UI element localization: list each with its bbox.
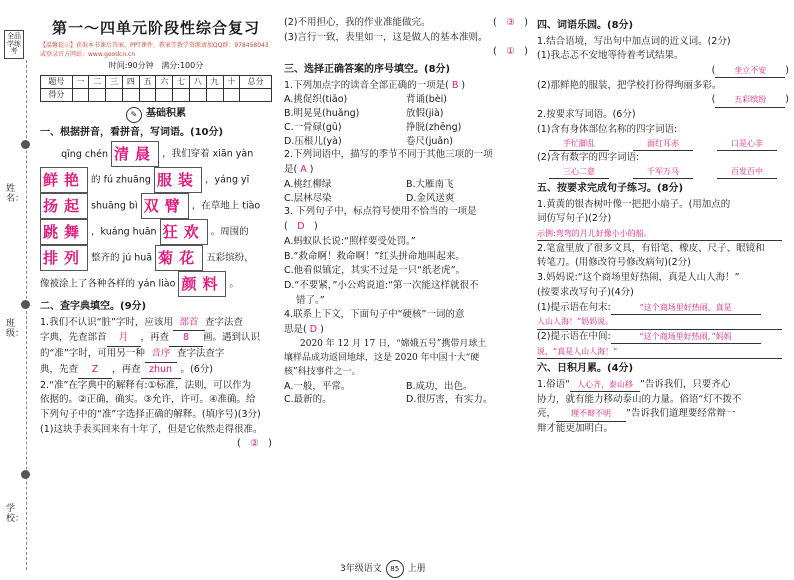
binding-hole — [21, 300, 30, 309]
answer-box: 扬起 — [40, 193, 88, 219]
passage: 壤样品成功返回地球，这是 2020 年中国十大“硬 — [284, 352, 480, 363]
answer-line: 示例:弯弯的月儿好像小小的船。 — [537, 227, 789, 242]
pinyin-line: 扬起 shuāng bì 双臂 ，在草地上 tiào — [40, 193, 272, 219]
cut-line — [26, 60, 27, 570]
option: A.蚂蚁队长说:“照样要受处罚。” — [284, 235, 416, 247]
question-line: 下列句子中的“准”字选择正确的解释。(填序号)(3分) — [40, 409, 261, 421]
answer-box: 菊花 — [155, 245, 203, 271]
question-line: 是( A ) — [284, 164, 314, 176]
question-line: 辩才能更加明白。 — [537, 423, 614, 435]
answer-line: 说，“真是人山人海！” — [537, 345, 789, 360]
left-margin — [0, 0, 34, 580]
answer-line: 人山人海！”妈妈说。 — [537, 315, 789, 330]
score-table: 题号 一 二 三 四 五 六 七 八 九 十 总分 得分 — [40, 75, 272, 102]
pinyin-line: 跳舞 ，kuáng huān 狂欢 。周围的 — [40, 219, 272, 245]
binding-hole — [21, 470, 30, 479]
brand-logo: 全品学练考 — [4, 30, 24, 59]
answer-box: 颜料 — [178, 271, 226, 297]
question-line: 2.按要求写词语。(6分) — [537, 109, 636, 121]
question-line: 思是( D ) — [284, 324, 324, 336]
page-footer: 3年级语文 85 上册 — [340, 560, 426, 578]
question-line: 亮， 理不辩不明 ”告诉我们道理要经常辩一 — [537, 407, 789, 422]
question-line: (2)提示语在中间: “这个商场里好热闹，”妈妈 — [537, 330, 789, 345]
answer-line: ( ② ) — [237, 438, 272, 450]
answer-line: ( D ) — [284, 221, 318, 233]
binding-hole — [21, 140, 30, 149]
book-icon: ✎ — [126, 107, 142, 123]
question-line: 协力，就有能力移动泰山的力量。俗语“灯不拨不 — [537, 393, 742, 405]
section-title: 三、选择正确答案的序号填空。(8分) — [284, 64, 451, 76]
promo-text: 或登录官方网站：www.goodcn.cn — [40, 50, 136, 58]
name-label: 姓名： — [6, 184, 25, 204]
question-line: 2.下列词语中，描写的季节不同于其他三项的一项 — [284, 149, 493, 161]
answer-box: 双臂 — [141, 193, 189, 219]
school-label: 学校： — [6, 504, 25, 524]
answer-line: 手忙脚乱 面红耳赤 口是心非 — [537, 138, 789, 151]
options: A.桃红柳绿 B.大雁南飞 C.层林尽染 D.金风送爽 — [284, 178, 455, 204]
question-line: 依据的。②正确，确实。③允许，许可。④准确。给 — [40, 394, 256, 406]
question-line: 1.黄黄的银杏树叶像一把把小扇子。(用加点的 — [537, 198, 731, 210]
question-line: 1.下列加点字的读音全部正确的一项是( B ) — [284, 79, 466, 91]
answer-line: 三心二意 千军万马 百发百中 — [537, 166, 789, 179]
pinyin-line: qīng chén 清晨 ，我们穿着 xiān yàn — [40, 141, 272, 167]
option: C.他看似镇定，其实不过是一只“纸老虎”。 — [284, 265, 465, 277]
column-1 — [40, 0, 272, 452]
promo-text: 【温馨提示】获取本书课后答案、PPT课件、教案等教学资源请加QQ群：978458043 — [40, 41, 269, 49]
answer-box: 鲜艳 — [40, 167, 88, 193]
section-title: 四、词语乐园。(8分) — [537, 20, 634, 31]
answer-line: ( 坐立不安 ) — [537, 64, 789, 79]
answer-box: 跳舞 — [40, 219, 88, 245]
question-line: 2.笔盒里放了很多文具，有铅笔、橡皮、尺子、眼镜和 — [537, 242, 765, 254]
answer-box: 排列 — [40, 245, 88, 271]
question-line: 转笔刀。(用修改符号修改病句)(2分) — [537, 257, 691, 269]
section-banner: ✎ 基础积累 — [40, 107, 272, 123]
page-number: 85 — [386, 560, 404, 578]
column-3 — [537, 16, 789, 437]
option: B.“救命啊！救命啊！”红头拼命地叫起来。 — [284, 250, 465, 262]
question-line: 1.我们不认识“脏”字时，应该用 部首 查字法查 — [40, 316, 272, 332]
question-line: (2)含有数字的四字词语: — [537, 151, 640, 163]
question-line: (3)言行一致，表里如一，这是做人的基本准则。 — [284, 31, 488, 43]
options: A.挑促织(tiāo) 背诵(bèi) B.明晃晃(huǎng) 放假(jià) C.一骨碌(gū) 挣脱(zhēng) D.压根儿(yà) 卷尺(juǎn) — [284, 94, 462, 147]
question-line: 词仿写句子)(2分) — [537, 213, 612, 225]
question-line: (按要求改写句子)(4分) — [537, 286, 634, 298]
options: A.一般，平常。 B.成功，出色。 C.最新的。 D.很厉害，有实力。 — [284, 380, 493, 406]
question-line: 1.结合语境，写出句中加点词的近义词。(2分) — [537, 35, 731, 47]
question-line: 3. 下列句子中，标点符号使用不恰当的一项是 — [284, 206, 477, 218]
question-line: (1)这块手表买回来有十年了，但是它依然走得很准。 — [40, 423, 263, 435]
pinyin-line: 鲜艳 的 fú zhuāng 服装 ，yáng yī — [40, 167, 272, 193]
question-line: 2.“准”在字典中的解释有:①标准，法则，可以作为 — [40, 379, 252, 391]
page-title: 第一～四单元阶段性综合复习 — [51, 19, 260, 37]
answer-box: 服装 — [154, 167, 202, 193]
class-label: 班级： — [6, 319, 25, 339]
question-line: (1)提示语在句末: “这个商场里好热闹，真是 — [537, 301, 789, 316]
question-line: (2)那鲜艳的服装，把学校打扮得绚丽多彩。 — [537, 79, 722, 91]
section-title: 一、根据拼音，看拼音，写词语。(10分) — [40, 126, 224, 138]
answer-box: 狂欢 — [160, 219, 208, 245]
section-title: 五、按要求完成句子练习。(8分) — [537, 183, 684, 195]
answer-box: 清晨 — [111, 141, 159, 167]
exam-info: 时间:90分钟 满分:100分 — [108, 61, 204, 71]
pinyin-line: 排列 整齐的 jú huā 菊花 五彩缤纷， — [40, 245, 272, 271]
question-line: 4.联系上下文，下面句子中“硬核”一词的意 — [284, 309, 465, 321]
question-line: 1.俗语“ 人心齐，泰山移 ”告诉我们，只要齐心 — [537, 378, 789, 393]
question-line: 3.妈妈说:“这个商场里好热闹，真是人山人海！” — [537, 272, 740, 284]
answer-line: ( 五彩缤纷 ) — [537, 93, 789, 108]
section-title: 二、查字典填空。(9分) — [40, 301, 147, 313]
question-line: 的“准”字时，可用另一种 音序 查字法查字 — [40, 347, 272, 363]
option: D.“不要紧，”小公鸡说道:“第一次能这样就很不 — [284, 280, 479, 291]
question-line: 字典，先查部首 月 ，再查 8 画。遇到认识 — [40, 331, 272, 347]
question-line: (1)我忐忑不安地等待着考试结果。 — [537, 50, 684, 62]
question-line: (2)不用担心，我的作业准能做完。 ( ③ ) — [284, 17, 528, 28]
question-line: 典，先查 Z ，再查 zhun 。(6分) — [40, 363, 272, 379]
column-2 — [284, 16, 528, 407]
passage: 核”科技事件之一。 — [284, 366, 361, 377]
question-line: (1)含有身体部位名称的四字词语: — [537, 123, 678, 135]
pinyin-line: 像被涂上了各种各样的 yán liào 颜料 。 — [40, 271, 272, 297]
answer-line: ( ① ) — [493, 46, 528, 58]
passage: 2020 年 12 月 17 日，“嫦娥五号”携带月球土 — [300, 338, 487, 349]
section-title: 六、日积月累。(4分) — [537, 363, 634, 375]
option: 错了。” — [296, 294, 325, 306]
